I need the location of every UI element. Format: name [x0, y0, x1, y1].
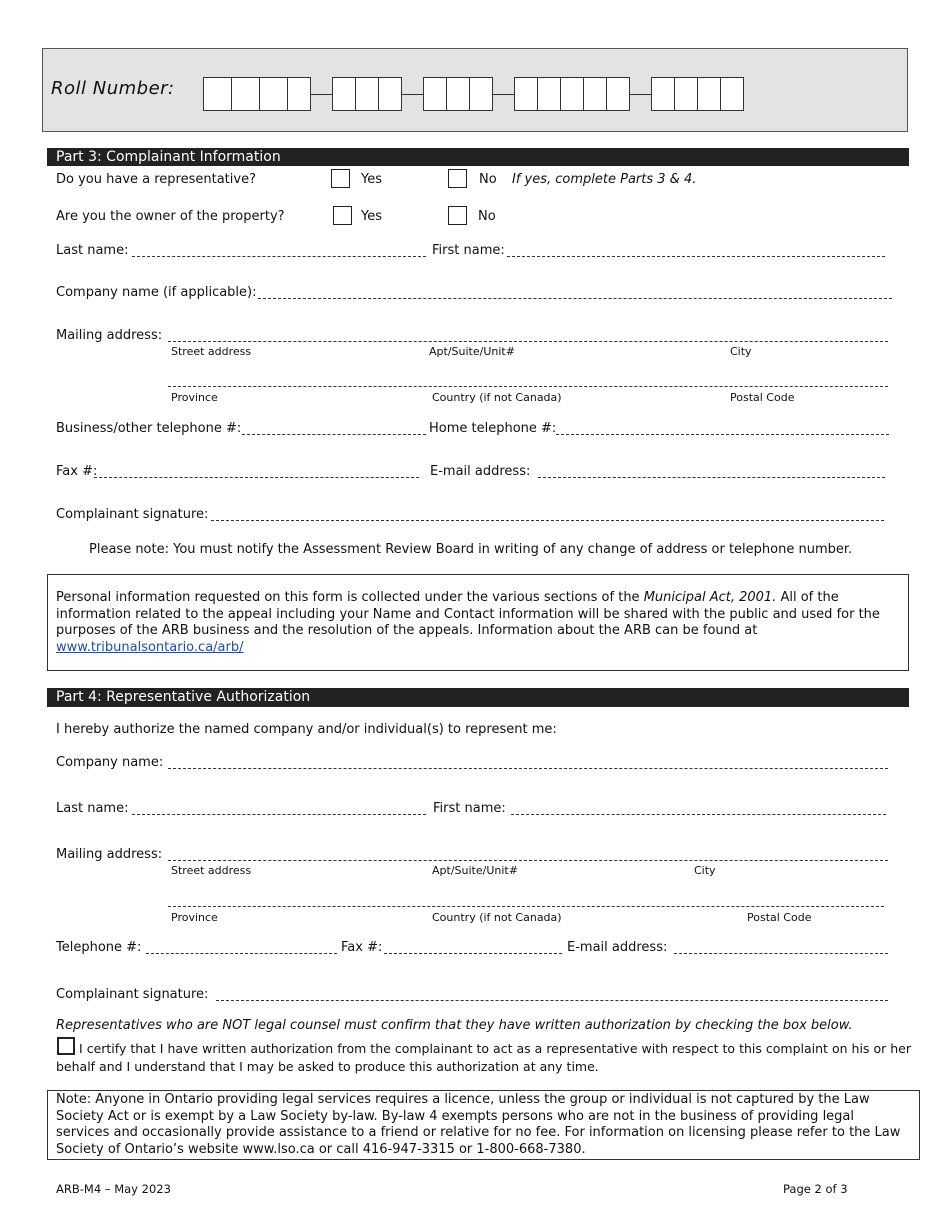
roll-digit-box[interactable] [606, 77, 630, 111]
home-telephone-label: Home telephone #: [429, 421, 557, 436]
legal-services-note-box [47, 1090, 920, 1160]
rep-mailing-address-label: Mailing address: [56, 847, 163, 862]
rep-apt-caption: Apt/Suite/Unit# [432, 864, 518, 877]
fax-field[interactable] [94, 477, 419, 478]
business-telephone-label: Business/other telephone #: [56, 421, 242, 436]
privacy-text-2: All of the information related to the appeal including your Name and Contact information will be shared with the public and used for the purposes of the ARB business and the resolution of the appeals. Information about the ARB can be found at [56, 590, 880, 638]
rep-first-name-field[interactable] [511, 814, 886, 815]
roll-digit-box[interactable] [514, 77, 538, 111]
privacy-notice-text [56, 590, 896, 656]
roll-digit-box[interactable] [332, 77, 356, 111]
city-caption: City [730, 345, 752, 358]
yes-label: Yes [361, 172, 382, 187]
roll-digit-box[interactable] [231, 77, 260, 111]
municipal-act: Municipal Act, 2001. [643, 590, 777, 605]
province-caption: Province [171, 391, 218, 404]
privacy-text-1: Personal information requested on this form is collected under the various sections of the [56, 590, 644, 605]
rep-telephone-label: Telephone #: [56, 940, 142, 955]
yes-label: Yes [361, 209, 382, 224]
email-field[interactable] [538, 477, 885, 478]
street-address-caption: Street address [171, 345, 252, 358]
certify-statement: I certify that I have written authorization from the complainant to act as a representative with respect to this complaint on his or her behalf and I understand that I may be asked to produce this authorization at any time. [56, 1041, 911, 1074]
rep-first-name-label: First name: [433, 801, 506, 816]
if-yes-note: If yes, complete Parts 3 & 4. [512, 172, 697, 187]
rep-company-label: Company name: [56, 755, 164, 770]
roll-digit-box[interactable] [583, 77, 607, 111]
part3-header: Part 3: Complainant Information [47, 148, 909, 166]
representative-yes-checkbox[interactable] [331, 169, 350, 188]
rep-city-caption: City [694, 864, 716, 877]
roll-digit-box[interactable] [537, 77, 561, 111]
representatives-note: Representatives who are NOT legal counsel must confirm that they have written authorization by checking the box below. [56, 1018, 853, 1033]
arb-website-link[interactable]: www.tribunalsontario.ca/arb/ [56, 639, 244, 655]
no-label: No [478, 209, 496, 224]
roll-separator [311, 94, 332, 95]
fax-label: Fax #: [56, 464, 98, 479]
rep-last-name-field[interactable] [132, 814, 426, 815]
rep-telephone-field[interactable] [146, 953, 337, 954]
roll-digit-box[interactable] [697, 77, 721, 111]
authorize-statement: I hereby authorize the named company and/or individual(s) to represent me: [56, 722, 557, 737]
rep-mailing-address-line1-field[interactable] [168, 860, 888, 861]
roll-digit-box[interactable] [469, 77, 493, 111]
country-caption: Country (if not Canada) [432, 391, 562, 404]
rep-signature-field[interactable] [216, 1000, 888, 1001]
last-name-field[interactable] [132, 256, 426, 257]
business-telephone-field[interactable] [242, 434, 426, 435]
rep-mailing-address-line2-field[interactable] [168, 906, 884, 907]
roll-digit-box[interactable] [287, 77, 311, 111]
page-number: Page 2 of 3 [783, 1182, 848, 1196]
roll-digit-box[interactable] [651, 77, 675, 111]
roll-separator [493, 94, 514, 95]
roll-digit-box[interactable] [203, 77, 232, 111]
mailing-address-line2-field[interactable] [168, 386, 888, 387]
company-field[interactable] [258, 298, 892, 299]
legal-services-note: Note: Anyone in Ontario providing legal services requires a licence, unless the group or individual is not captured by the Law Society Act or is exempt by a Law Society by-law. By-law 4 exempts persons who are not in the business of providing legal services and occasionally provide assistance to a friend or relative for no fee. For information on licensing please refer to the Law Society of Ontario’s website www.lso.ca or call 416-947-3315 or 1-800-668-7380. [56, 1092, 901, 1157]
rep-province-caption: Province [171, 911, 218, 924]
roll-digit-box[interactable] [560, 77, 584, 111]
home-telephone-field[interactable] [556, 434, 889, 435]
rep-street-caption: Street address [171, 864, 252, 877]
representative-no-checkbox[interactable] [448, 169, 467, 188]
representative-question: Do you have a representative? [56, 172, 256, 187]
postal-code-caption: Postal Code [730, 391, 795, 404]
privacy-notice-box [47, 574, 909, 671]
rep-fax-field[interactable] [384, 953, 562, 954]
owner-no-checkbox[interactable] [448, 206, 467, 225]
please-note: Please note: You must notify the Assessment Review Board in writing of any change of address or telephone number. [89, 542, 853, 557]
no-label: No [479, 172, 497, 187]
rep-email-label: E-mail address: [567, 940, 668, 955]
company-label: Company name (if applicable): [56, 285, 257, 300]
mailing-address-line1-field[interactable] [168, 341, 888, 342]
apt-caption: Apt/Suite/Unit# [429, 345, 515, 358]
roll-digit-box[interactable] [355, 77, 379, 111]
rep-email-field[interactable] [674, 953, 888, 954]
roll-digit-box[interactable] [378, 77, 402, 111]
rep-fax-label: Fax #: [341, 940, 383, 955]
first-name-label: First name: [432, 243, 505, 258]
roll-number-section [42, 48, 908, 132]
roll-digit-box[interactable] [423, 77, 447, 111]
roll-digit-box[interactable] [720, 77, 744, 111]
form-id: ARB-M4 – May 2023 [56, 1182, 171, 1196]
last-name-label: Last name: [56, 243, 129, 258]
mailing-address-label: Mailing address: [56, 328, 163, 343]
rep-country-caption: Country (if not Canada) [432, 911, 562, 924]
rep-postal-code-caption: Postal Code [747, 911, 812, 924]
roll-digit-box[interactable] [446, 77, 470, 111]
roll-digit-box[interactable] [674, 77, 698, 111]
rep-last-name-label: Last name: [56, 801, 129, 816]
roll-separator [402, 94, 423, 95]
rep-company-field[interactable] [168, 768, 888, 769]
roll-separator [630, 94, 651, 95]
owner-question: Are you the owner of the property? [56, 209, 285, 224]
complainant-signature-field[interactable] [211, 520, 884, 521]
first-name-field[interactable] [507, 256, 885, 257]
roll-number-label: Roll Number: [51, 78, 175, 99]
complainant-signature-label: Complainant signature: [56, 507, 209, 522]
rep-signature-label: Complainant signature: [56, 987, 209, 1002]
part4-header: Part 4: Representative Authorization [47, 688, 909, 707]
email-label: E-mail address: [430, 464, 531, 479]
roll-digit-box[interactable] [259, 77, 288, 111]
owner-yes-checkbox[interactable] [333, 206, 352, 225]
